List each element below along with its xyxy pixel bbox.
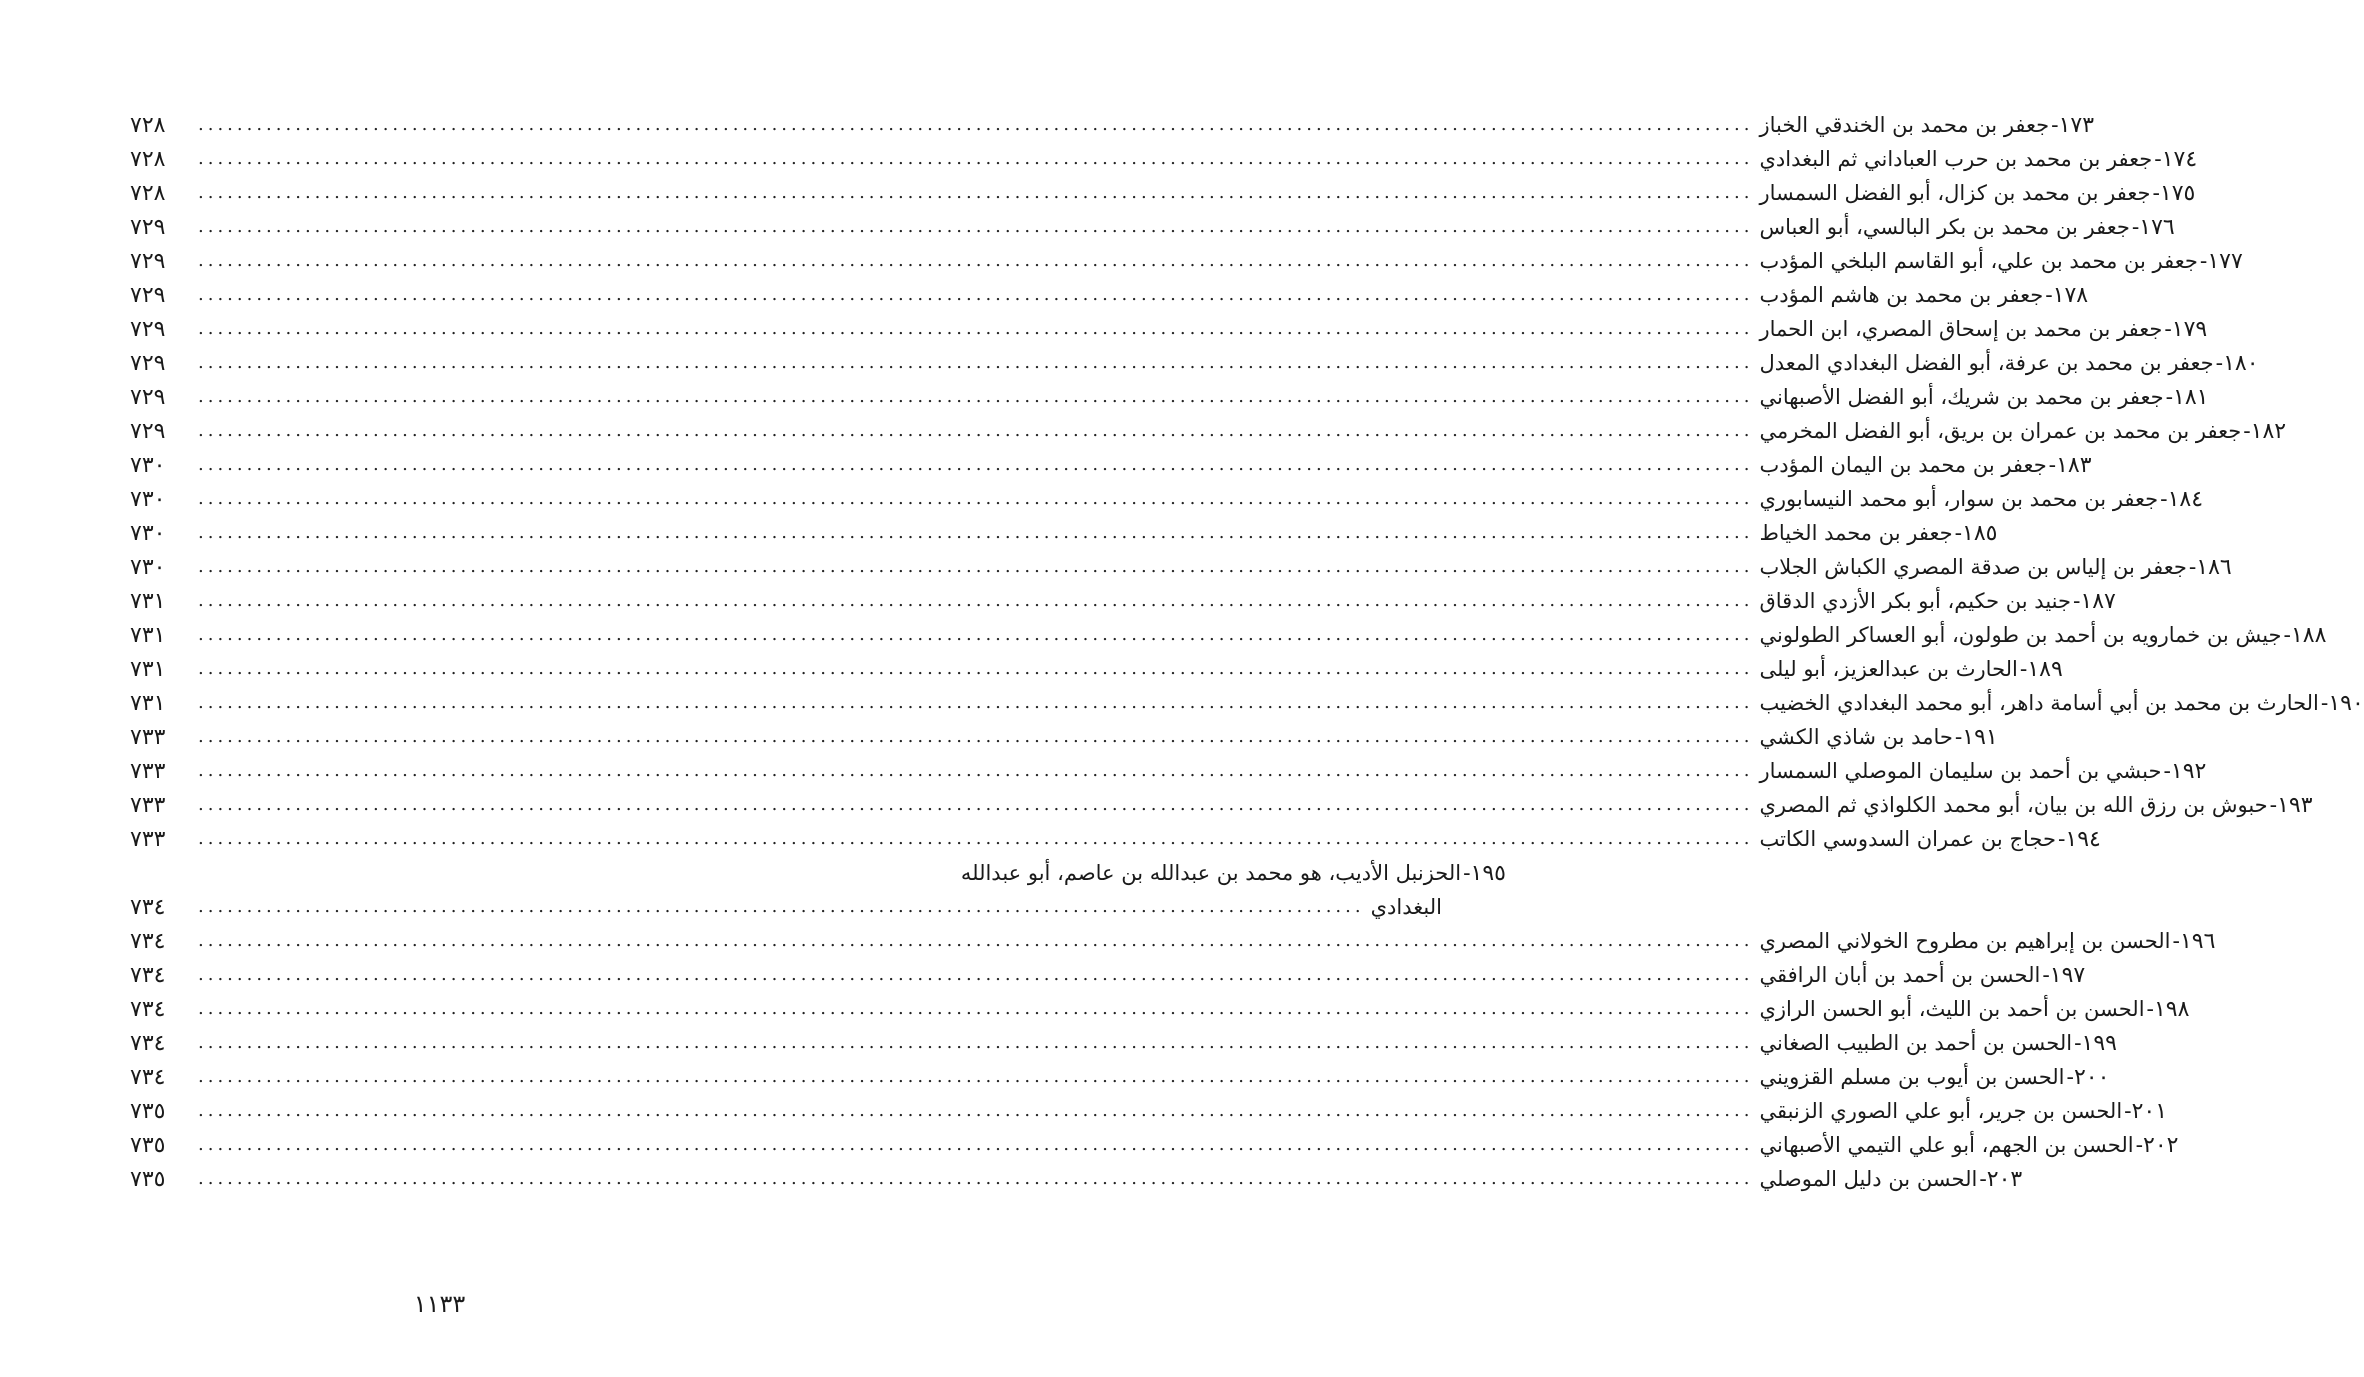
leader-dots: ................................................................................................................................................................ bbox=[198, 794, 1754, 815]
entry-number: ١٧٧- bbox=[2199, 248, 2243, 274]
toc-entry-body bbox=[130, 1133, 2178, 1158]
toc-entry-body bbox=[130, 793, 2313, 818]
toc-entry bbox=[130, 210, 2175, 244]
toc-entry-body bbox=[130, 351, 2259, 376]
entry-number: ١٩٤- bbox=[2057, 826, 2101, 852]
entry-title: جعفر بن محمد بن هاشم المؤدب bbox=[1759, 283, 2044, 307]
entry-page-number: ٧٣٣ bbox=[130, 826, 166, 852]
entry-page-number: ٧٢٩ bbox=[130, 282, 166, 308]
toc-group-2 bbox=[130, 924, 2216, 1196]
entry-number: ١٩٣- bbox=[2269, 792, 2313, 818]
entry-number: ٢٠٣- bbox=[1979, 1166, 2023, 1192]
entry-page-number: ٧٢٩ bbox=[130, 214, 166, 240]
entry-page-number: ٧٣٤ bbox=[130, 894, 166, 920]
toc-entry bbox=[130, 958, 2086, 992]
leader-dots: ................................................................................................................................................................ bbox=[198, 658, 1754, 679]
leader-dots: ................................................................................................................................................................ bbox=[198, 114, 1754, 135]
leader-dots: ................................................................................................................................................................ bbox=[198, 964, 1754, 985]
toc-entry-line-2 bbox=[130, 890, 1506, 924]
entry-number: ١٩٥- bbox=[1463, 860, 1506, 886]
entry-page-number: ٧٣١ bbox=[130, 622, 166, 648]
entry-page-number: ٧٣٠ bbox=[130, 452, 166, 478]
toc-entry-body bbox=[130, 487, 2203, 512]
leader-dots: ................................................................................................................................................................ bbox=[198, 522, 1754, 543]
entry-number: ١٩١- bbox=[1954, 724, 1998, 750]
leader-dots: ................................................................................................................................................................ bbox=[198, 386, 1754, 407]
entry-title: جعفر بن محمد بن بكر البالسي، أبو العباس bbox=[1759, 215, 2130, 239]
entry-title: جنيد بن حكيم، أبو بكر الأزدي الدقاق bbox=[1759, 589, 2071, 613]
entry-page-number: ٧٢٩ bbox=[130, 248, 166, 274]
entry-page-number: ٧٣٥ bbox=[130, 1098, 166, 1124]
leader-dots: ................................................................................................................................................................ bbox=[198, 624, 1754, 645]
toc-entry bbox=[130, 720, 1998, 754]
toc-entry-multiline bbox=[130, 856, 1506, 924]
toc-entry bbox=[130, 754, 2207, 788]
leader-dots: ................................................................................................................................................................ bbox=[198, 930, 1754, 951]
entry-number: ١٨٨- bbox=[2283, 622, 2327, 648]
entry-number: ١٧٦- bbox=[2131, 214, 2175, 240]
entry-page-number: ٧٣٤ bbox=[130, 1064, 166, 1090]
toc-entry bbox=[130, 516, 1998, 550]
leader-dots: ................................................................................................................................................................ bbox=[198, 1100, 1754, 1121]
toc-entry bbox=[130, 448, 2092, 482]
toc-entry-body bbox=[130, 147, 2197, 172]
entry-title: الحسن بن أيوب بن مسلم القزويني bbox=[1759, 1065, 2065, 1089]
toc-entry-body bbox=[130, 997, 2189, 1022]
toc-entry bbox=[130, 108, 2095, 142]
entry-title: الحسن بن دليل الموصلي bbox=[1759, 1167, 1978, 1191]
toc-entry-body bbox=[130, 856, 1506, 924]
entry-number: ٢٠٠- bbox=[2066, 1064, 2110, 1090]
toc-entry-body bbox=[130, 1167, 2022, 1192]
entry-title: جعفر بن محمد بن علي، أبو القاسم البلخي المؤدب bbox=[1759, 249, 2198, 273]
entry-number: ١٧٤- bbox=[2154, 146, 2198, 172]
entry-title: جيش بن خمارويه بن أحمد بن طولون، أبو العساكر الطولوني bbox=[1759, 623, 2282, 647]
entry-title: جعفر بن محمد بن الخندقي الخباز bbox=[1759, 113, 2050, 137]
entry-title: جعفر بن محمد بن عمران بن بريق، أبو الفضل المخرمي bbox=[1759, 419, 2242, 443]
entry-title: الحسن بن إبراهيم بن مطروح الخولاني المصري bbox=[1759, 929, 2171, 953]
entry-page-number: ٧٣٥ bbox=[130, 1166, 166, 1192]
toc-entry-body bbox=[130, 589, 2116, 614]
toc-entry bbox=[130, 1094, 2168, 1128]
toc-entry bbox=[130, 278, 2089, 312]
table-of-contents bbox=[130, 108, 2364, 1196]
toc-entry bbox=[130, 822, 2101, 856]
leader-dots: ................................................................................................................................................................ bbox=[198, 998, 1754, 1019]
toc-entry-body bbox=[130, 657, 2063, 682]
toc-entry bbox=[130, 1162, 2023, 1196]
entry-title: جعفر بن محمد بن حرب العباداني ثم البغدادي bbox=[1759, 147, 2153, 171]
entry-number: ٢٠٢- bbox=[2135, 1132, 2179, 1158]
toc-entry bbox=[130, 176, 2196, 210]
leader-dots: ................................................................................................................................................................ bbox=[198, 148, 1754, 169]
leader-dots: ................................................................................................................................................................ bbox=[198, 1168, 1754, 1189]
toc-entry bbox=[130, 380, 2209, 414]
entry-page-number: ٧٣١ bbox=[130, 588, 166, 614]
toc-entry-body bbox=[130, 283, 2088, 308]
toc-entry-body bbox=[130, 181, 2195, 206]
entry-title: جعفر بن محمد بن اليمان المؤدب bbox=[1759, 453, 2047, 477]
leader-dots: ................................................................................................................................................................ bbox=[198, 250, 1754, 271]
leader-dots: ........................................................................................................................ bbox=[198, 896, 1365, 917]
entry-title: حامد بن شاذي الكشي bbox=[1759, 725, 1953, 749]
leader-dots: ................................................................................................................................................................ bbox=[198, 318, 1754, 339]
entry-page-number: ٧٣٥ bbox=[130, 1132, 166, 1158]
entry-title: جعفر بن محمد الخياط bbox=[1759, 521, 1953, 545]
entry-number: ١٨٠- bbox=[2215, 350, 2259, 376]
leader-dots: ................................................................................................................................................................ bbox=[198, 216, 1754, 237]
toc-entry bbox=[130, 414, 2287, 448]
entry-number: ١٧٩- bbox=[2164, 316, 2208, 342]
entry-title: الحسن بن أحمد بن الطبيب الصغاني bbox=[1759, 1031, 2073, 1055]
entry-number: ١٧٣- bbox=[2051, 112, 2095, 138]
entry-page-number: ٧٢٩ bbox=[130, 316, 166, 342]
entry-page-number: ٧٣٣ bbox=[130, 758, 166, 784]
entry-number: ٢٠١- bbox=[2124, 1098, 2168, 1124]
toc-entry bbox=[130, 1128, 2179, 1162]
toc-entry-body bbox=[130, 453, 2092, 478]
toc-entry bbox=[130, 142, 2198, 176]
entry-page-number: ٧٢٨ bbox=[130, 112, 166, 138]
entry-number: ١٨٣- bbox=[2048, 452, 2092, 478]
entry-title: حبشي بن أحمد بن سليمان الموصلي السمسار bbox=[1759, 759, 2162, 783]
entry-title: الحسن بن الجهم، أبو علي التيمي الأصبهاني bbox=[1759, 1133, 2134, 1157]
entry-title: جعفر بن إلياس بن صدقة المصري الكباش الجلاب bbox=[1759, 555, 2187, 579]
toc-entry-body bbox=[130, 929, 2215, 954]
entry-page-number: ٧٣٤ bbox=[130, 1030, 166, 1056]
leader-dots: ................................................................................................................................................................ bbox=[198, 1134, 1754, 1155]
entry-title: الحسن بن أحمد بن الليث، أبو الحسن الرازي bbox=[1759, 997, 2145, 1021]
entry-title: الحزنبل الأديب، هو محمد بن عبدالله بن عاصم، أبو عبدالله bbox=[960, 861, 1462, 885]
entry-title: جعفر بن محمد بن عرفة، أبو الفضل البغدادي المعدل bbox=[1759, 351, 2214, 375]
leader-dots: ................................................................................................................................................................ bbox=[198, 182, 1754, 203]
entry-title: جعفر بن محمد بن كزال، أبو الفضل السمسار bbox=[1759, 181, 2151, 205]
entry-page-number: ٧٣٤ bbox=[130, 996, 166, 1022]
toc-entry bbox=[130, 924, 2216, 958]
entry-page-number: ٧٣٠ bbox=[130, 486, 166, 512]
entry-number: ١٩٩- bbox=[2074, 1030, 2117, 1056]
entry-number: ١٩٦- bbox=[2172, 928, 2216, 954]
entry-page-number: ٧٣٤ bbox=[130, 928, 166, 954]
entry-number: ١٨٩- bbox=[2019, 656, 2063, 682]
entry-number: ١٨٤- bbox=[2160, 486, 2204, 512]
entry-title: جعفر بن محمد بن سوار، أبو محمد النيسابوري bbox=[1759, 487, 2159, 511]
leader-dots: ................................................................................................................................................................ bbox=[198, 420, 1754, 441]
leader-dots: ................................................................................................................................................................ bbox=[198, 726, 1754, 747]
toc-entry-body bbox=[130, 385, 2208, 410]
toc-entry bbox=[130, 788, 2313, 822]
entry-page-number: ٧٢٨ bbox=[130, 146, 166, 172]
entry-page-number: ٧٣٣ bbox=[130, 724, 166, 750]
toc-entry-line-1 bbox=[130, 856, 1506, 890]
leader-dots: ................................................................................................................................................................ bbox=[198, 454, 1754, 475]
leader-dots: ................................................................................................................................................................ bbox=[198, 828, 1754, 849]
entry-page-number: ٧٢٩ bbox=[130, 384, 166, 410]
entry-page-number: ٧٣٤ bbox=[130, 962, 166, 988]
entry-page-number: ٧٢٩ bbox=[130, 350, 166, 376]
toc-entry bbox=[130, 244, 2243, 278]
entry-number: ١٧٥- bbox=[2152, 180, 2196, 206]
toc-entry-body bbox=[130, 759, 2206, 784]
entry-page-number: ٧٢٨ bbox=[130, 180, 166, 206]
entry-title: حبوش بن رزق الله بن بيان، أبو محمد الكلواذي ثم المصري bbox=[1759, 793, 2268, 817]
toc-entry-body bbox=[130, 521, 1997, 546]
entry-title-continued: البغدادي bbox=[1370, 895, 1442, 919]
toc-entry bbox=[130, 686, 2364, 720]
toc-entry-body bbox=[130, 623, 2326, 648]
entry-number: ١٩٨- bbox=[2146, 996, 2190, 1022]
entry-page-number: ٧٣١ bbox=[130, 690, 166, 716]
toc-entry bbox=[130, 482, 2204, 516]
entry-page-number: ٧٣٠ bbox=[130, 554, 166, 580]
entry-number: ١٨٦- bbox=[2188, 554, 2232, 580]
toc-entry bbox=[130, 584, 2116, 618]
toc-group-1 bbox=[130, 108, 2364, 856]
entry-number: ١٩٧- bbox=[2042, 962, 2086, 988]
entry-title: الحسن بن جرير، أبو علي الصوري الزنبقي bbox=[1759, 1099, 2123, 1123]
entry-number: ١٨١- bbox=[2165, 384, 2209, 410]
leader-dots: ................................................................................................................................................................ bbox=[198, 352, 1754, 373]
toc-entry-body bbox=[130, 113, 2094, 138]
entry-title: الحارث بن عبدالعزيز، أبو ليلى bbox=[1759, 657, 2018, 681]
toc-entry-body bbox=[130, 1099, 2167, 1124]
toc-entry-body bbox=[130, 249, 2243, 274]
toc-entry-body bbox=[130, 963, 2085, 988]
entry-page-number: ٧٣١ bbox=[130, 656, 166, 682]
toc-entry-body bbox=[130, 317, 2207, 342]
entry-title: جعفر بن محمد بن شريك، أبو الفضل الأصبهاني bbox=[1759, 385, 2164, 409]
toc-entry-body bbox=[130, 215, 2175, 240]
leader-dots: ................................................................................................................................................................ bbox=[198, 1032, 1754, 1053]
page-number-footer: ١١٣٣ bbox=[413, 1290, 466, 1318]
toc-entry bbox=[130, 1060, 2110, 1094]
entry-number: ١٨٥- bbox=[1954, 520, 1998, 546]
toc-entry bbox=[130, 1026, 2117, 1060]
toc-entry bbox=[130, 652, 2063, 686]
entry-number: ١٩٢- bbox=[2163, 758, 2207, 784]
toc-entry-body bbox=[130, 1065, 2109, 1090]
entry-page-number: ٧٢٩ bbox=[130, 418, 166, 444]
leader-dots: ................................................................................................................................................................ bbox=[198, 556, 1754, 577]
leader-dots: ................................................................................................................................................................ bbox=[198, 590, 1754, 611]
entry-page-number: ٧٣٠ bbox=[130, 520, 166, 546]
toc-entry bbox=[130, 312, 2208, 346]
entry-title: جعفر بن محمد بن إسحاق المصري، ابن الحمار bbox=[1759, 317, 2163, 341]
entry-number: ١٧٨- bbox=[2045, 282, 2089, 308]
entry-number: ١٨٧- bbox=[2072, 588, 2116, 614]
toc-entry bbox=[130, 992, 2190, 1026]
leader-dots: ................................................................................................................................................................ bbox=[198, 760, 1754, 781]
toc-entry-body bbox=[130, 691, 2364, 716]
toc-entry-body bbox=[130, 725, 1998, 750]
entry-number: ١٨٢- bbox=[2243, 418, 2287, 444]
entry-title: الحسن بن أحمد بن أبان الرافقي bbox=[1759, 963, 2041, 987]
entry-number: ١٩٠- bbox=[2320, 690, 2364, 716]
toc-entry bbox=[130, 550, 2232, 584]
leader-dots: ................................................................................................................................................................ bbox=[198, 488, 1754, 509]
toc-entry-body bbox=[130, 419, 2286, 444]
toc-entry-body bbox=[130, 827, 2101, 852]
leader-dots: ................................................................................................................................................................ bbox=[198, 284, 1754, 305]
leader-dots: ................................................................................................................................................................ bbox=[198, 1066, 1754, 1087]
entry-page-number: ٧٣٣ bbox=[130, 792, 166, 818]
toc-entry-body bbox=[130, 555, 2232, 580]
entry-title: الحارث بن محمد بن أبي أسامة داهر، أبو محمد البغدادي الخضيب bbox=[1759, 691, 2319, 715]
toc-entry bbox=[130, 346, 2259, 380]
leader-dots: ................................................................................................................................................................ bbox=[198, 692, 1754, 713]
entry-title: حجاج بن عمران السدوسي الكاتب bbox=[1759, 827, 2056, 851]
toc-entry bbox=[130, 618, 2327, 652]
toc-entry-body bbox=[130, 1031, 2117, 1056]
